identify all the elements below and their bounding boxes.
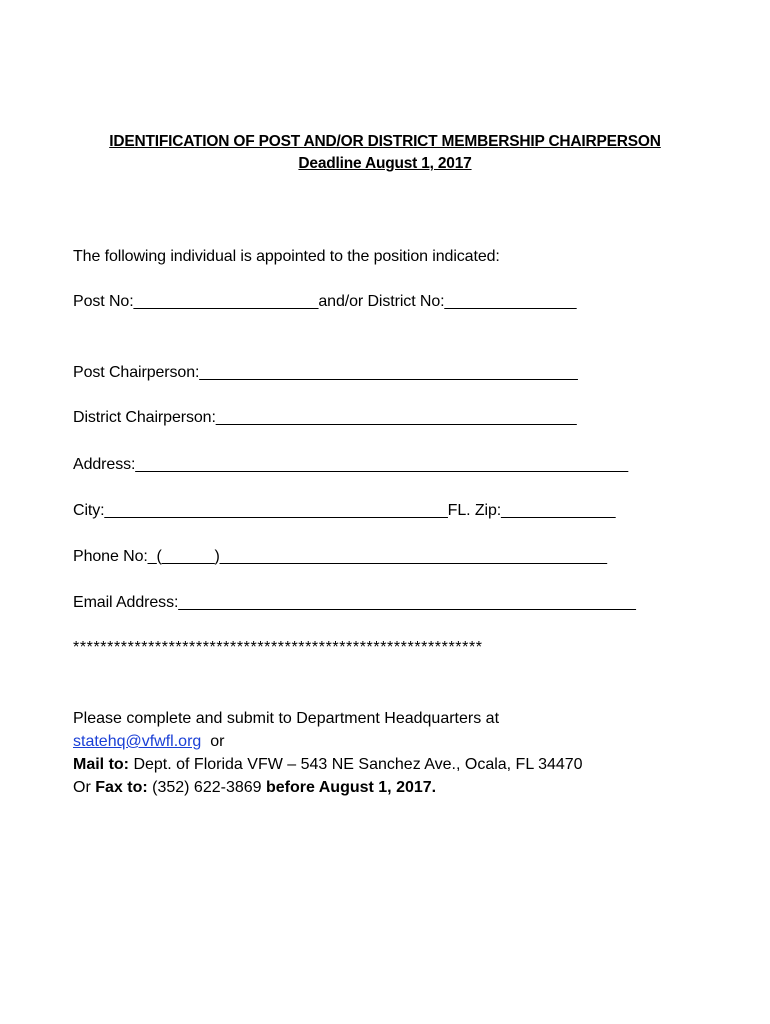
instructions-line: Please complete and submit to Department Headquarters at xyxy=(73,710,500,727)
form-title: IDENTIFICATION OF POST AND/OR DISTRICT MEMBERSHIP CHAIRPERSON xyxy=(109,133,661,150)
submission-instructions xyxy=(73,707,583,799)
city-label: City: xyxy=(73,502,105,519)
title-block xyxy=(0,131,770,175)
address-field[interactable]: ________________________________________________________ xyxy=(135,456,629,473)
deadline-subtitle: Deadline August 1, 2017 xyxy=(298,155,472,172)
address-label: Address: xyxy=(73,456,136,473)
post-chairperson-row xyxy=(73,362,578,384)
intro-text: The following individual is appointed to the position indicated: xyxy=(73,248,500,265)
phone-field[interactable]: ____________________________________________ xyxy=(219,548,607,565)
fax-prefix: Or xyxy=(73,779,96,796)
mail-label: Mail to: xyxy=(73,756,129,773)
mail-address: Dept. of Florida VFW – 543 NE Sanchez Ave., Ocala, FL 34470 xyxy=(129,756,583,773)
phone-label: Phone No:_(______) xyxy=(73,548,220,565)
fax-label: Fax to: xyxy=(95,779,148,796)
phone-row xyxy=(73,546,607,568)
zip-field[interactable]: _____________ xyxy=(501,502,616,519)
post-chairperson-label: Post Chairperson: xyxy=(73,364,200,381)
fax-deadline: before August 1, 2017. xyxy=(265,779,437,796)
email-link[interactable]: statehq@vfwfl.org xyxy=(73,733,202,750)
district-no-label: and/or District No: xyxy=(318,293,445,310)
district-chairperson-label: District Chairperson: xyxy=(73,409,216,426)
city-zip-row xyxy=(73,500,615,522)
district-chairperson-row xyxy=(73,407,577,429)
separator-stars: ************************************************************ xyxy=(73,639,483,656)
email-row xyxy=(73,592,636,614)
email-link-row xyxy=(73,730,583,753)
email-label: Email Address: xyxy=(73,594,179,611)
zip-label: FL. Zip: xyxy=(447,502,502,519)
city-field[interactable]: _______________________________________ xyxy=(104,502,448,519)
district-no-field[interactable]: _______________ xyxy=(444,293,577,310)
post-chairperson-field[interactable]: ___________________________________________ xyxy=(199,364,578,381)
address-row xyxy=(73,454,628,476)
mail-row xyxy=(73,753,583,776)
or-text: or xyxy=(201,733,225,750)
post-no-label: Post No: xyxy=(73,293,134,310)
email-field[interactable]: ____________________________________________________ xyxy=(178,594,636,611)
post-district-row xyxy=(73,291,576,313)
fax-number: (352) 622-3869 xyxy=(147,779,266,796)
fax-row xyxy=(73,776,583,799)
district-chairperson-field[interactable]: _________________________________________ xyxy=(215,409,577,426)
post-no-field[interactable]: _____________________ xyxy=(133,293,319,310)
